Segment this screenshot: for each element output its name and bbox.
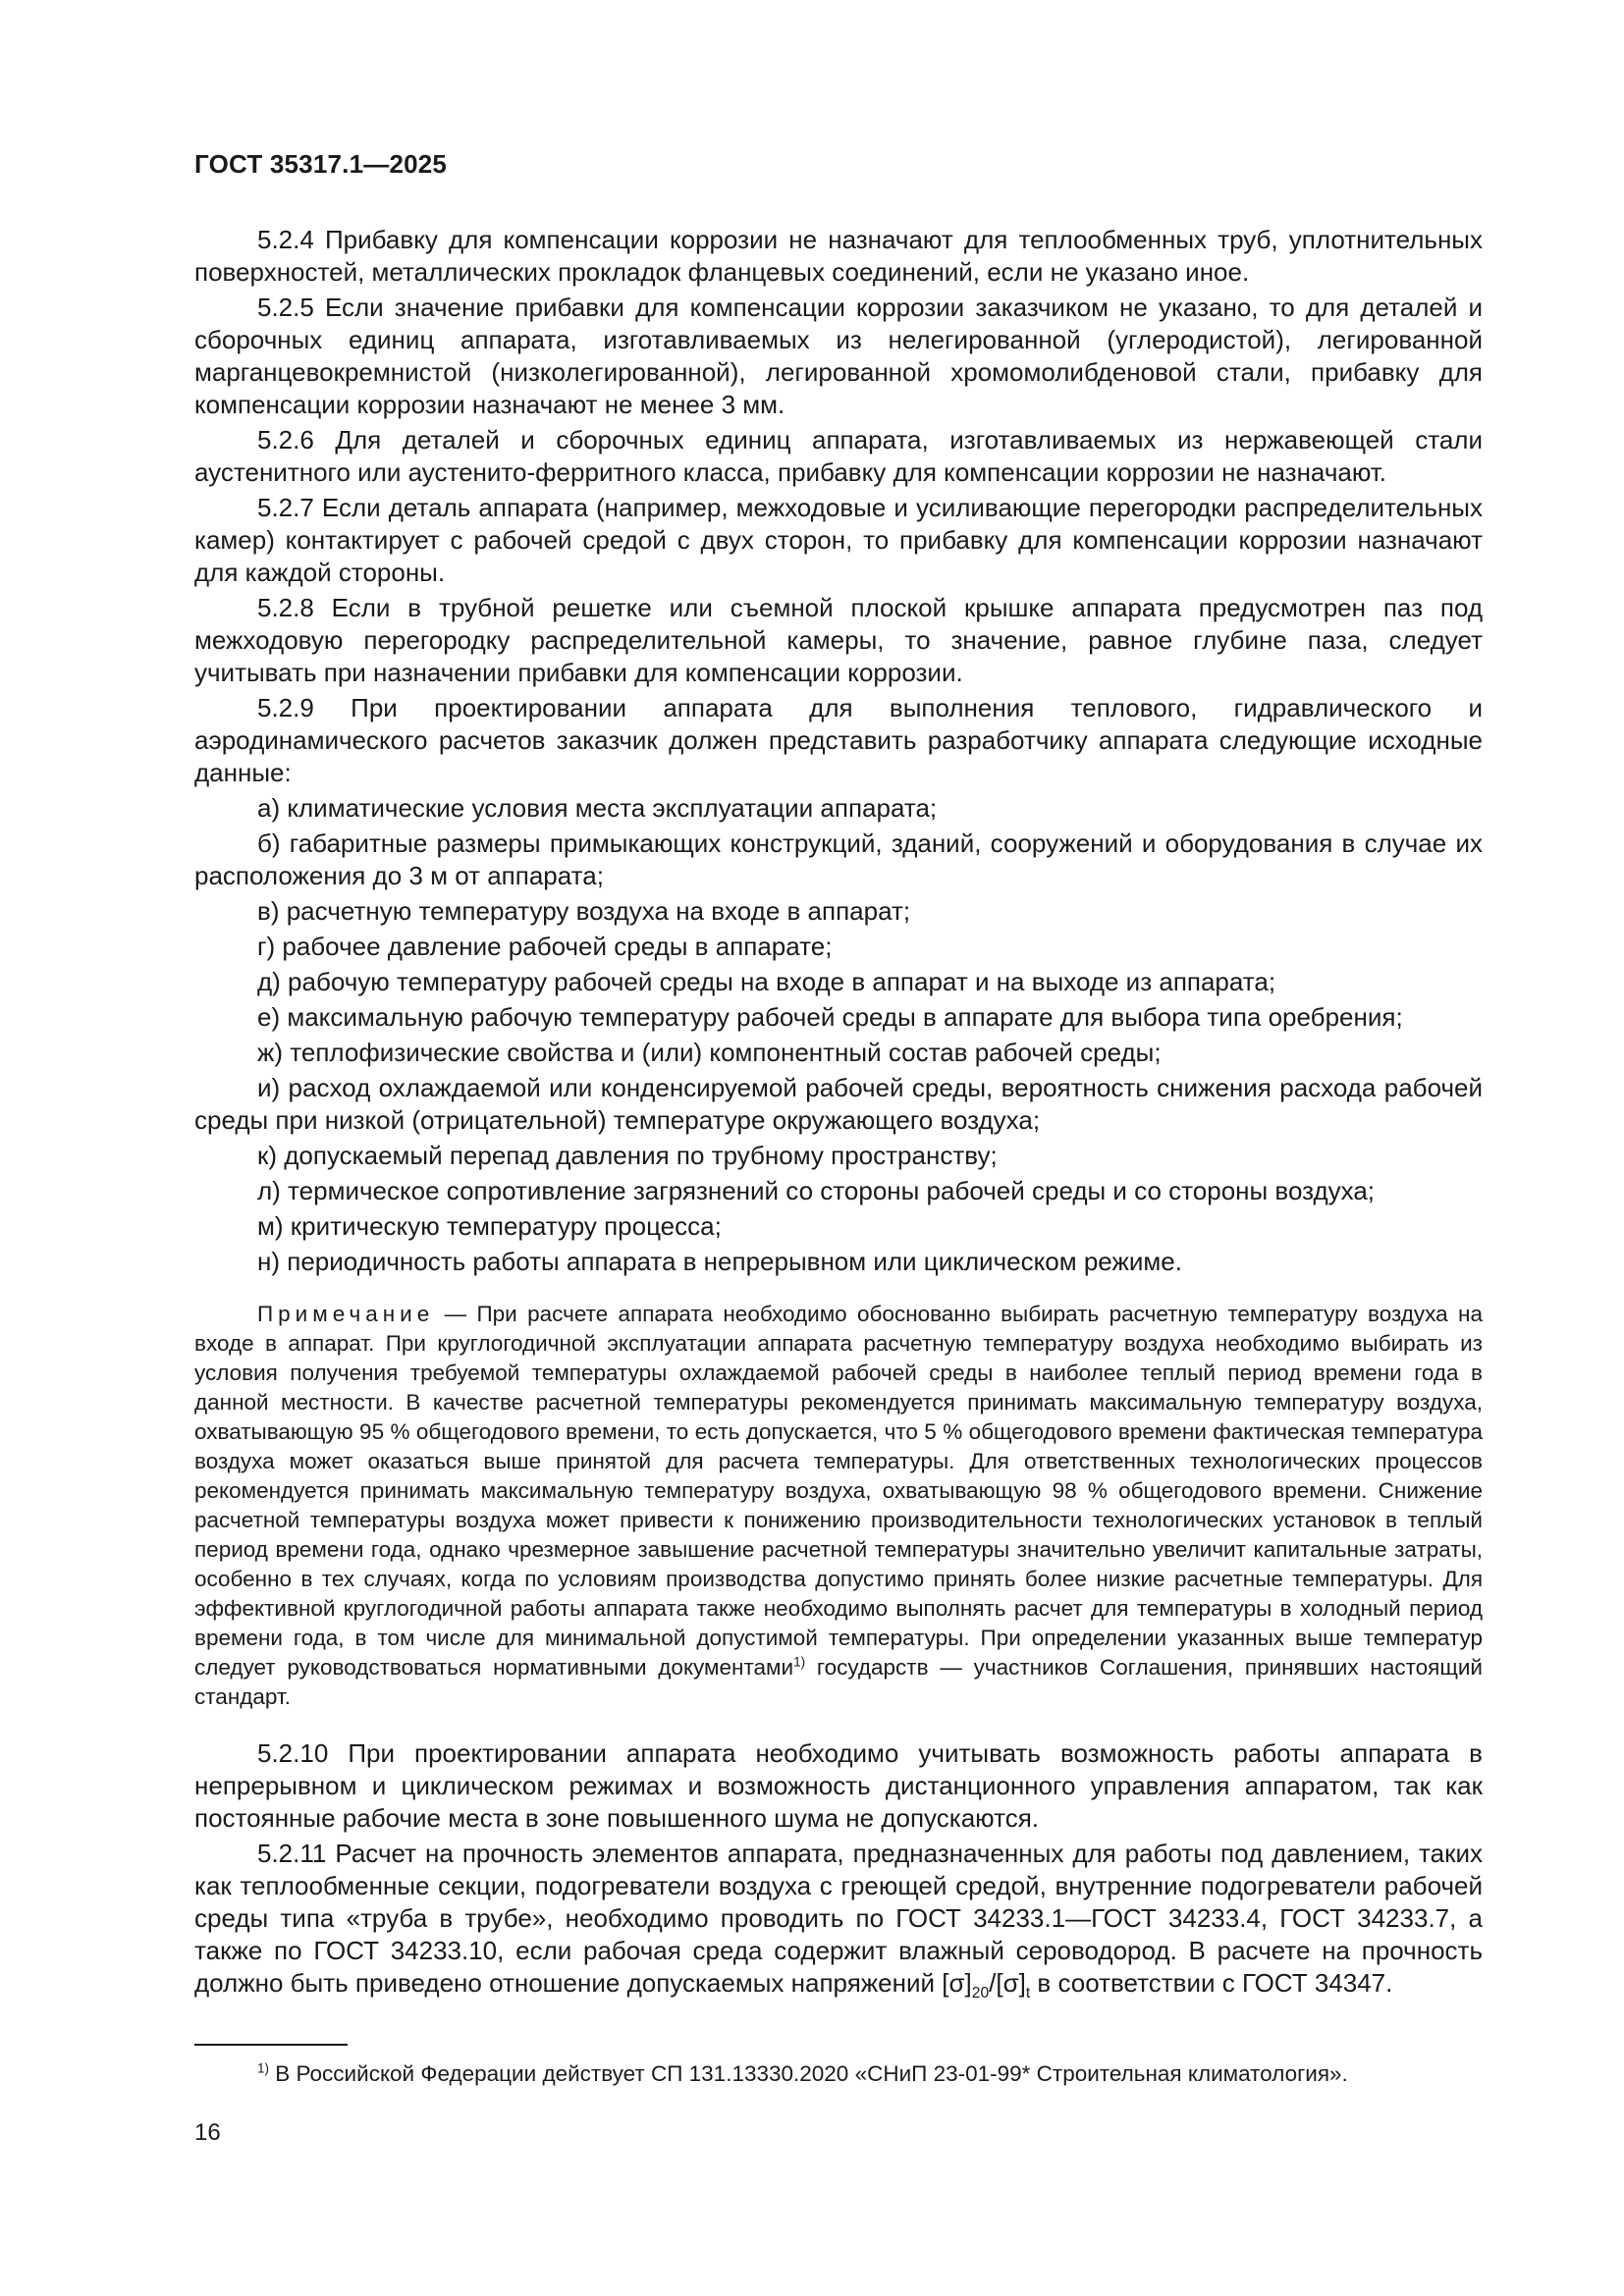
paragraph-5-2-6: 5.2.6 Для деталей и сборочных единиц аппарата, изготавливаемых из нержавеющей стали аустенитного или аустенито-ферритного класса, прибавку для компенсации коррозии не назначают.	[194, 425, 1483, 487]
footnote	[257, 2059, 1348, 2089]
paragraph-5-2-11-text: 5.2.11 Расчет на прочность элементов аппарата, предназначенных для работы под давлением, таких как теплообменные секции, подогреватели воздуха с греющей средой, внутренние подогреватели рабочей среды типа «труба в трубе», необходимо проводить по ГОСТ 34233.1—ГОСТ 34233.4, ГОСТ 34233.7, а также по ГОСТ 34233.10, если рабочая среда содержит влажный сероводород. В расчете на прочность должно быть приведено отношение допускаемых напряжений	[194, 1839, 1483, 1998]
list-item-m: м) критическую температуру процесса;	[257, 1211, 722, 1241]
list-item-g: г) рабочее давление рабочей среды в аппарате;	[257, 932, 833, 961]
list-item-e: е) максимальную рабочую температуру рабочей среды в аппарате для выбора типа оребрения;	[257, 1002, 1403, 1032]
note-footnote-ref: 1)	[793, 1654, 806, 1670]
main-content	[194, 224, 1483, 2002]
paragraph-5-2-4: 5.2.4 Прибавку для компенсации коррозии не назначают для теплообменных труб, уплотнительных поверхностей, металлических прокладок фланцевых соединений, если не указано иное.	[194, 225, 1483, 287]
list-item-zh: ж) теплофизические свойства и (или) компонентный состав рабочей среды;	[257, 1038, 1162, 1067]
paragraph-5-2-11-end: в соответствии с ГОСТ 34347.	[1030, 1968, 1393, 1998]
paragraph-5-2-9: 5.2.9 При проектировании аппарата для выполнения теплового, гидравлического и аэродинамического расчетов заказчик должен представить разработчику аппарата следующие исходные данные:	[194, 693, 1483, 787]
list-item-l: л) термическое сопротивление загрязнений со стороны рабочей среды и со стороны воздуха;	[257, 1176, 1376, 1205]
sigma-symbol-1: [σ]	[942, 1968, 972, 1998]
subscript-t: t	[1025, 1985, 1031, 2002]
footnote-text: В Российской Федерации действует СП 131.13330.2020 «СНиП 23-01-99* Строительная климатология».	[269, 2061, 1348, 2086]
paragraph-5-2-11	[194, 1838, 1483, 2000]
note-dash: —	[434, 1302, 477, 1326]
footnote-divider	[194, 2044, 348, 2046]
slash-symbol: /	[989, 1968, 997, 1998]
list-item-n: н) периодичность работы аппарата в непрерывном или циклическом режиме.	[257, 1247, 1182, 1276]
sigma-symbol-2: [σ]	[996, 1968, 1026, 1998]
list-item-i: и) расход охлаждаемой или конденсируемой рабочей среды, вероятность снижения расхода рабочей среды при низкой (отрицательной) температуре окружающего воздуха;	[194, 1073, 1483, 1135]
subscript-20: 20	[971, 1985, 990, 2002]
paragraph-5-2-7: 5.2.7 Если деталь аппарата (например, межходовые и усиливающие перегородки распределительных камер) контактирует с рабочей средой с двух сторон, то прибавку для компенсации коррозии назначают для каждой стороны.	[194, 493, 1483, 587]
list-item-k: к) допускаемый перепад давления по трубному пространству;	[257, 1141, 998, 1170]
page-number: 16	[194, 2119, 221, 2146]
paragraph-5-2-8: 5.2.8 Если в трубной решетке или съемной плоской крышке аппарата предусмотрен паз под межходовую перегородку распределительной камеры, то значение, равное глубине паза, следует учитывать при назначении прибавки для компенсации коррозии.	[194, 593, 1483, 687]
note-text-end: государств — участников Соглашения, принявших настоящий стандарт.	[194, 1655, 1483, 1709]
note-text: При расчете аппарата необходимо обоснованно выбирать расчетную температуру воздуха на входе в аппарат. При круглогодичной эксплуатации аппарата расчетную температуру воздуха необходимо выбирать из условия получения требуемой температуры охлаждаемой рабочей среды в наиболее теплый период времени года в данной местности. В качестве расчетной температуры рекомендуется принимать максимальную температуру воздуха, охватывающую 95 % общегодового времени, то есть допускается, что 5 % общегодового времени фактическая температура воздуха может оказаться выше принятой для расчета температуры. Для ответственных технологических процессов рекомендуется принимать максимальную температуру воздуха, охватывающую 98 % общегодового времени. Снижение расчетной температуры воздуха может привести к понижению производительности технологических установок в теплый период времени года, однако чрезмерное завышение расчетной температуры значительно увеличит капитальные затраты, особенно в тех случаях, когда по условиям производства допустимо принять более низкие расчетные температуры. Для эффективной круглогодичной работы аппарата также необходимо выполнять расчет для температуры в холодный период времени года, в том числе для минимальной допустимой температуры. При определении указанных выше температур следует руководствоваться нормативными документами	[194, 1302, 1483, 1680]
list-item-v: в) расчетную температуру воздуха на входе в аппарат;	[257, 896, 911, 926]
note-label: Примечание	[257, 1302, 435, 1326]
paragraph-5-2-5: 5.2.5 Если значение прибавки для компенсации коррозии заказчиком не указано, то для деталей и сборочных единиц аппарата, изготавливаемых из нелегированной (углеродистой), легированной марганцевокремнистой (низколегированной), легированной хромомолибденовой стали, прибавку для компенсации коррозии назначают не менее 3 мм.	[194, 293, 1483, 419]
list-item-d: д) рабочую температуру рабочей среды на входе в аппарат и на выходе из аппарата;	[257, 967, 1276, 996]
paragraph-5-2-10: 5.2.10 При проектировании аппарата необходимо учитывать возможность работы аппарата в непрерывном и циклическом режимах и возможность дистанционного управления аппаратом, так как постоянные рабочие места в зоне повышенного шума не допускаются.	[194, 1738, 1483, 1833]
list-item-a: а) климатические условия места эксплуатации аппарата;	[257, 793, 938, 823]
footnote-marker: 1)	[257, 2060, 270, 2076]
note-block	[194, 1300, 1483, 1712]
list-item-b: б) габаритные размеры примыкающих конструкций, зданий, сооружений и оборудования в случае их расположения до 3 м от аппарата;	[194, 828, 1483, 890]
document-header: ГОСТ 35317.1—2025	[194, 149, 448, 179]
